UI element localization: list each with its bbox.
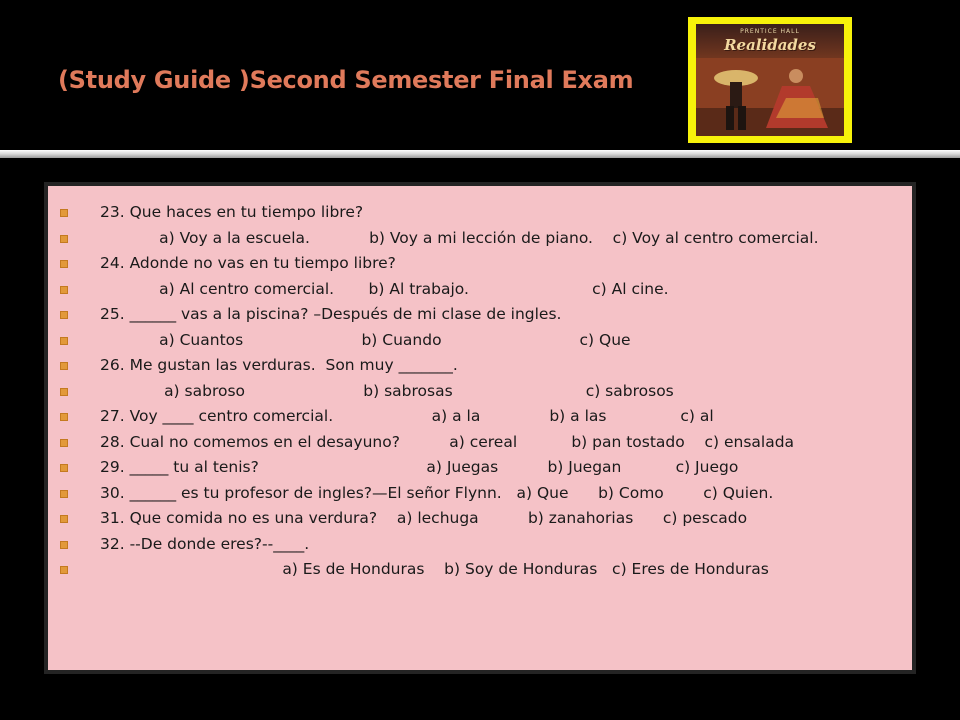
list-item bbox=[48, 226, 912, 252]
list-item bbox=[48, 430, 912, 456]
item-text: a) Es de Honduras b) Soy de Honduras c) Eres de Honduras bbox=[100, 560, 769, 578]
list-item bbox=[48, 302, 912, 328]
item-text: 32. --De donde eres?--____. bbox=[100, 534, 310, 553]
bullet-square-icon bbox=[60, 286, 68, 294]
item-text: a) sabroso b) sabrosas c) sabrosos bbox=[100, 381, 674, 400]
item-text: 25. ______ vas a la piscina? –Después de mi clase de ingles. bbox=[100, 305, 562, 323]
cover-title: Realidades bbox=[724, 36, 816, 54]
item-text: 27. Voy ____ centro comercial. a) a la b) a las c) al bbox=[100, 407, 714, 425]
bullet-square-icon bbox=[60, 541, 68, 549]
item-text: 26. Me gustan las verduras. Son muy _______. bbox=[100, 356, 458, 374]
header-divider bbox=[0, 150, 960, 158]
item-text: 28. Cual no comemos en el desayuno? a) cereal b) pan tostado c) ensalada bbox=[100, 432, 795, 451]
list-item bbox=[48, 557, 912, 583]
title-bar bbox=[0, 0, 960, 150]
list-item bbox=[48, 506, 912, 532]
cover-publisher: PRENTICE HALL bbox=[740, 28, 800, 35]
list-item bbox=[48, 404, 912, 430]
bullet-square-icon bbox=[60, 413, 68, 421]
item-text: 30. ______ es tu profesor de ingles?—El señor Flynn. a) Que b) Como c) Quien. bbox=[100, 483, 774, 502]
bullet-square-icon bbox=[60, 464, 68, 472]
list-item bbox=[48, 481, 912, 507]
list-item bbox=[48, 200, 912, 226]
list-item bbox=[48, 353, 912, 379]
list-item bbox=[48, 277, 912, 303]
bullet-square-icon bbox=[60, 260, 68, 268]
bullet-square-icon bbox=[60, 566, 68, 574]
bullet-square-icon bbox=[60, 235, 68, 243]
bullet-square-icon bbox=[60, 362, 68, 370]
bullet-square-icon bbox=[60, 337, 68, 345]
item-text: a) Cuantos b) Cuando c) Que bbox=[100, 330, 631, 349]
list-item bbox=[48, 251, 912, 277]
bullet-square-icon bbox=[60, 490, 68, 498]
question-panel bbox=[44, 182, 916, 674]
bullet-square-icon bbox=[60, 439, 68, 447]
bullet-square-icon bbox=[60, 209, 68, 217]
item-text: 23. Que haces en tu tiempo libre? bbox=[100, 203, 364, 221]
item-text: 24. Adonde no vas en tu tiempo libre? bbox=[100, 254, 396, 272]
list-item bbox=[48, 455, 912, 481]
textbook-cover-image bbox=[688, 17, 852, 143]
bullet-square-icon bbox=[60, 388, 68, 396]
list-item bbox=[48, 379, 912, 405]
bullet-square-icon bbox=[60, 311, 68, 319]
item-text: 31. Que comida no es una verdura? a) lechuga b) zanahorias c) pescado bbox=[100, 509, 748, 527]
question-list bbox=[48, 200, 912, 583]
item-text: 29. _____ tu al tenis? a) Juegas b) Juegan c) Juego bbox=[100, 458, 739, 476]
list-item bbox=[48, 328, 912, 354]
slide-title: (Study Guide )Second Semester Final Exam bbox=[58, 66, 634, 94]
item-text: a) Voy a la escuela. b) Voy a mi lección de piano. c) Voy al centro comercial. bbox=[100, 228, 819, 247]
cover-artwork bbox=[696, 24, 844, 136]
list-item bbox=[48, 532, 912, 558]
item-text: a) Al centro comercial. b) Al trabajo. c) Al cine. bbox=[100, 279, 669, 298]
bullet-square-icon bbox=[60, 515, 68, 523]
dancers-illustration bbox=[696, 58, 844, 136]
